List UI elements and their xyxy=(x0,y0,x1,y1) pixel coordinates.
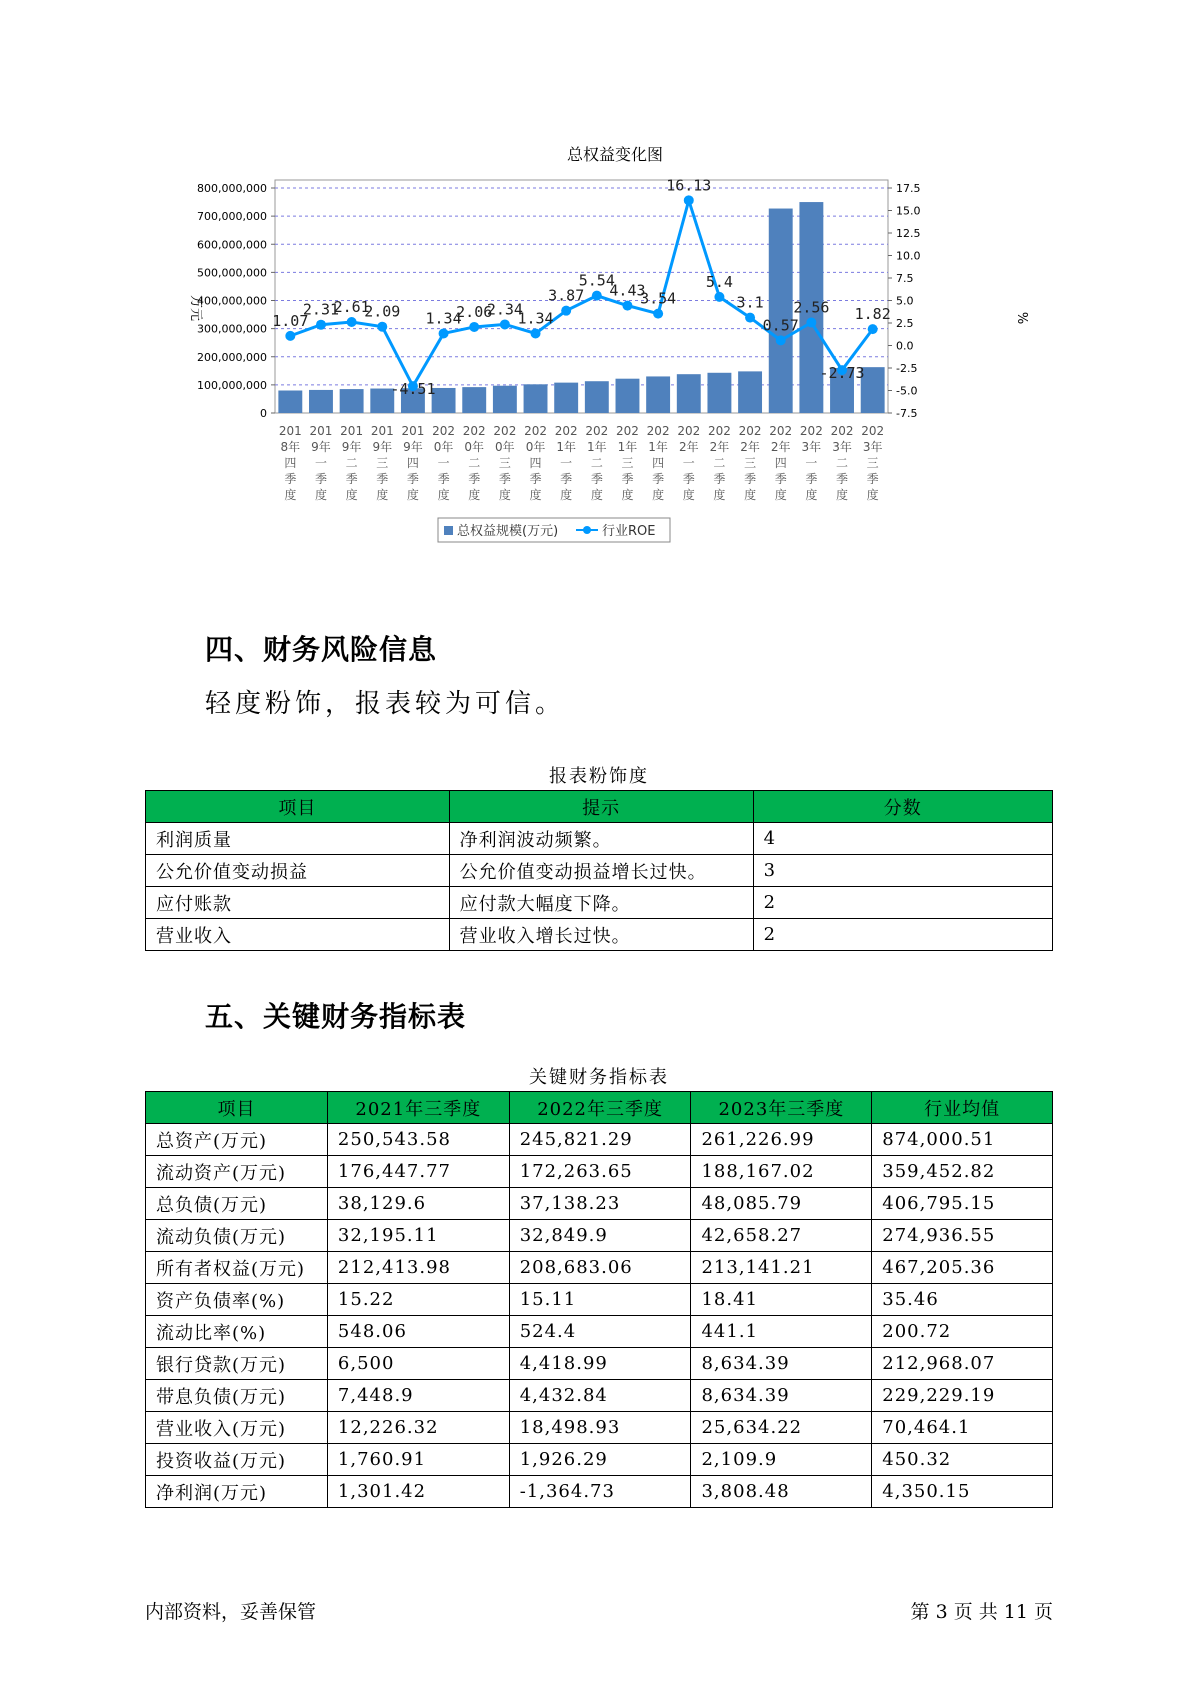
kpi-cell: 176,447.77 xyxy=(327,1156,509,1188)
x-tick-label: 202 1年一季度 xyxy=(554,424,578,502)
risk-cell: 3 xyxy=(753,855,1052,887)
roe-data-label: 2.09 xyxy=(364,302,401,321)
risk-cell: 应付款大幅度下降。 xyxy=(449,887,753,919)
section4-heading: 四、财务风险信息 xyxy=(205,633,438,666)
x-tick-label: 201 9年三季度 xyxy=(370,424,394,502)
x-tick-label: 202 1年四季度 xyxy=(646,424,670,502)
x-tick-label: 202 3年一季度 xyxy=(799,424,823,502)
y-tick-label: 100,000,000 xyxy=(197,378,267,392)
kpi-cell: 32,195.11 xyxy=(327,1220,509,1252)
y2-tick-label: 0.0 xyxy=(896,339,914,353)
kpi-cell: 37,138.23 xyxy=(509,1188,691,1220)
kpi-table-row xyxy=(146,1124,1053,1156)
kpi-table-row xyxy=(146,1412,1053,1444)
kpi-cell: 8,634.39 xyxy=(691,1380,872,1412)
kpi-cell: 投资收益(万元) xyxy=(146,1444,328,1476)
kpi-table-caption: 关键财务指标表 xyxy=(529,1067,669,1088)
kpi-cell: 359,452.82 xyxy=(872,1156,1053,1188)
kpi-cell: 208,683.06 xyxy=(509,1252,691,1284)
kpi-cell: 3,808.48 xyxy=(691,1476,872,1508)
risk-table-row xyxy=(146,855,1053,887)
kpi-cell: 261,226.99 xyxy=(691,1124,872,1156)
legend-bar-label: 总权益规模(万元) xyxy=(457,524,559,539)
x-tick-label: 202 1年三季度 xyxy=(616,424,639,502)
kpi-cell: 172,263.65 xyxy=(509,1156,691,1188)
bar xyxy=(738,371,762,413)
roe-point xyxy=(285,331,295,341)
bar xyxy=(585,381,609,413)
roe-data-label: 5.4 xyxy=(705,272,733,291)
kpi-cell: 48,085.79 xyxy=(691,1188,872,1220)
y-tick-label: 400,000,000 xyxy=(197,294,267,308)
kpi-cell: 流动比率(%) xyxy=(146,1316,328,1348)
roe-data-label: 0.57 xyxy=(762,316,799,335)
x-tick-label: 202 2年三季度 xyxy=(738,424,762,502)
roe-data-label: 2.31 xyxy=(302,300,340,319)
risk-summary: 轻度粉饰，报表较为可信。 xyxy=(205,689,566,719)
kpi-cell: 274,936.55 xyxy=(872,1220,1053,1252)
kpi-cell: 212,968.07 xyxy=(872,1348,1053,1380)
roe-data-label: 2.06 xyxy=(456,302,493,321)
legend-line-marker xyxy=(583,526,591,534)
kpi-header-industry-avg: 行业均值 xyxy=(872,1092,1053,1124)
kpi-cell: 7,448.9 xyxy=(327,1380,509,1412)
kpi-cell: 总负债(万元) xyxy=(146,1188,328,1220)
kpi-cell: 1,926.29 xyxy=(509,1444,691,1476)
roe-point xyxy=(439,328,449,338)
x-tick-label: 202 2年一季度 xyxy=(677,424,701,502)
roe-data-label: 4.43 xyxy=(609,281,646,300)
roe-data-label: 2.34 xyxy=(486,300,523,319)
y-tick-label: 500,000,000 xyxy=(197,266,267,280)
risk-table xyxy=(145,790,1053,951)
y2-tick-label: 5.0 xyxy=(896,294,914,308)
kpi-cell: 1,301.42 xyxy=(327,1476,509,1508)
roe-point xyxy=(684,195,694,205)
kpi-cell: 467,205.36 xyxy=(872,1252,1053,1284)
roe-point xyxy=(316,320,326,330)
x-tick-label: 202 0年一季度 xyxy=(432,424,456,502)
roe-data-label: 5.54 xyxy=(578,271,615,290)
kpi-cell: 200.72 xyxy=(872,1316,1053,1348)
x-tick-label: 202 3年二季度 xyxy=(830,424,854,502)
kpi-cell: 32,849.9 xyxy=(509,1220,691,1252)
section5-heading: 五、关键财务指标表 xyxy=(205,1000,467,1033)
y-tick-label: 300,000,000 xyxy=(197,322,267,336)
kpi-table-row xyxy=(146,1156,1053,1188)
kpi-header-2022q3: 2022年三季度 xyxy=(509,1092,691,1124)
risk-cell: 营业收入 xyxy=(146,919,450,951)
risk-cell: 营业收入增长过快。 xyxy=(449,919,753,951)
chart-legend xyxy=(438,518,670,542)
roe-data-label: -4.51 xyxy=(390,380,436,399)
x-tick-label: 202 0年四季度 xyxy=(524,424,547,502)
kpi-header-2023q3: 2023年三季度 xyxy=(691,1092,872,1124)
kpi-cell: 229,229.19 xyxy=(872,1380,1053,1412)
risk-cell: 公允价值变动损益增长过快。 xyxy=(449,855,753,887)
kpi-cell: 213,141.21 xyxy=(691,1252,872,1284)
kpi-cell: 营业收入(万元) xyxy=(146,1412,328,1444)
kpi-cell: 所有者权益(万元) xyxy=(146,1252,328,1284)
x-tick-label: 201 9年二季度 xyxy=(340,424,364,502)
y-tick-label: 800,000,000 xyxy=(197,182,267,195)
kpi-table-row xyxy=(146,1220,1053,1252)
roe-data-label: 3.1 xyxy=(736,293,764,312)
kpi-cell: 2,109.9 xyxy=(691,1444,872,1476)
risk-cell: 公允价值变动损益 xyxy=(146,855,450,887)
kpi-table-row xyxy=(146,1380,1053,1412)
x-tick-label: 202 1年二季度 xyxy=(585,424,609,502)
kpi-header-item: 项目 xyxy=(146,1092,328,1124)
roe-data-label: 2.56 xyxy=(793,298,830,317)
roe-point xyxy=(500,319,510,329)
roe-data-label: 2.61 xyxy=(333,298,370,317)
x-tick-label: 202 0年三季度 xyxy=(493,424,517,502)
roe-data-label: 1.07 xyxy=(272,311,309,330)
kpi-cell: 874,000.51 xyxy=(872,1124,1053,1156)
footer-page-number: 第 3 页 共 11 页 xyxy=(910,1601,1053,1623)
kpi-table-row xyxy=(146,1284,1053,1316)
y2-tick-label: 12.5 xyxy=(896,227,921,240)
kpi-cell: 245,821.29 xyxy=(509,1124,691,1156)
y-tick-label: 700,000,000 xyxy=(197,210,267,224)
risk-header-score: 分数 xyxy=(753,791,1052,823)
kpi-cell: 12,226.32 xyxy=(327,1412,509,1444)
kpi-cell: 18.41 xyxy=(691,1284,872,1316)
bar xyxy=(646,376,670,413)
risk-table-header xyxy=(146,791,1053,823)
kpi-table-row xyxy=(146,1252,1053,1284)
kpi-cell: 银行贷款(万元) xyxy=(146,1348,328,1380)
y2-axis-label: % xyxy=(1014,311,1029,325)
roe-point xyxy=(531,328,541,338)
y2-tick-label: -5.0 xyxy=(896,384,918,398)
kpi-cell: 8,634.39 xyxy=(691,1348,872,1380)
kpi-cell: 212,413.98 xyxy=(327,1252,509,1284)
kpi-cell: 总资产(万元) xyxy=(146,1124,328,1156)
x-tick-label: 201 9年一季度 xyxy=(309,424,333,502)
y-tick-label: 600,000,000 xyxy=(197,238,267,252)
y2-tick-label: 2.5 xyxy=(896,317,914,330)
equity-change-chart xyxy=(170,140,1050,600)
bar xyxy=(278,391,302,414)
risk-cell: 净利润波动频繁。 xyxy=(449,823,753,855)
bar xyxy=(340,389,364,413)
kpi-cell: 450.32 xyxy=(872,1444,1053,1476)
bar xyxy=(309,390,333,413)
kpi-cell: 流动资产(万元) xyxy=(146,1156,328,1188)
chart-title: 总权益变化图 xyxy=(566,145,664,164)
roe-point xyxy=(714,292,724,302)
roe-point xyxy=(622,301,632,311)
kpi-cell: 4,350.15 xyxy=(872,1476,1053,1508)
roe-data-label: 3.87 xyxy=(548,286,585,305)
roe-point xyxy=(561,306,571,316)
kpi-cell: 15.22 xyxy=(327,1284,509,1316)
kpi-cell: 524.4 xyxy=(509,1316,691,1348)
risk-cell: 2 xyxy=(753,919,1052,951)
kpi-table-row xyxy=(146,1348,1053,1380)
kpi-cell: -1,364.73 xyxy=(509,1476,691,1508)
bar xyxy=(524,384,548,413)
roe-data-label: 1.34 xyxy=(517,309,554,328)
kpi-cell: 441.1 xyxy=(691,1316,872,1348)
kpi-cell: 35.46 xyxy=(872,1284,1053,1316)
kpi-cell: 250,543.58 xyxy=(327,1124,509,1156)
kpi-table xyxy=(145,1091,1053,1508)
roe-point xyxy=(868,324,878,334)
kpi-cell: 6,500 xyxy=(327,1348,509,1380)
roe-point xyxy=(745,313,755,323)
kpi-cell: 18,498.93 xyxy=(509,1412,691,1444)
x-tick-label: 202 3年三季度 xyxy=(861,424,885,502)
risk-table-caption: 报表粉饰度 xyxy=(549,766,649,787)
roe-point xyxy=(377,322,387,332)
risk-cell: 4 xyxy=(753,823,1052,855)
kpi-cell: 406,795.15 xyxy=(872,1188,1053,1220)
x-tick-label: 201 8年四季度 xyxy=(278,424,302,502)
x-tick-label: 202 2年四季度 xyxy=(769,424,793,502)
kpi-cell: 70,464.1 xyxy=(872,1412,1053,1444)
bar xyxy=(554,383,578,413)
kpi-cell: 188,167.02 xyxy=(691,1156,872,1188)
roe-data-label: 3.54 xyxy=(640,289,677,308)
kpi-cell: 带息负债(万元) xyxy=(146,1380,328,1412)
kpi-cell: 25,634.22 xyxy=(691,1412,872,1444)
kpi-table-row xyxy=(146,1476,1053,1508)
roe-point xyxy=(653,309,663,319)
roe-data-label: -2.73 xyxy=(819,364,865,383)
kpi-cell: 1,760.91 xyxy=(327,1444,509,1476)
bar xyxy=(707,373,731,413)
kpi-cell: 资产负债率(%) xyxy=(146,1284,328,1316)
roe-data-label: 16.13 xyxy=(666,176,712,195)
legend-line-label: 行业ROE xyxy=(602,524,656,539)
bar xyxy=(616,379,640,413)
kpi-table-row xyxy=(146,1444,1053,1476)
kpi-cell: 15.11 xyxy=(509,1284,691,1316)
y2-tick-label: 17.5 xyxy=(896,182,921,195)
x-tick-label: 201 9年四季度 xyxy=(401,424,425,502)
kpi-cell: 548.06 xyxy=(327,1316,509,1348)
x-tick-label: 202 2年二季度 xyxy=(707,424,731,502)
roe-point xyxy=(806,317,816,327)
kpi-cell: 净利润(万元) xyxy=(146,1476,328,1508)
y-tick-label: 200,000,000 xyxy=(197,350,267,364)
risk-header-hint: 提示 xyxy=(449,791,753,823)
bar xyxy=(769,209,793,413)
bar xyxy=(493,386,517,413)
risk-table-row xyxy=(146,919,1053,951)
bar xyxy=(462,387,486,413)
y2-tick-label: -2.5 xyxy=(896,362,918,375)
y2-tick-label: 7.5 xyxy=(896,272,914,285)
y2-tick-label: -7.5 xyxy=(896,407,918,420)
y2-tick-label: 10.0 xyxy=(896,249,921,263)
risk-table-row xyxy=(146,823,1053,855)
kpi-header-2021q3: 2021年三季度 xyxy=(327,1092,509,1124)
y-axis-label: 万元 xyxy=(188,294,203,322)
kpi-table-row xyxy=(146,1188,1053,1220)
line-series xyxy=(272,176,890,398)
risk-header-item: 项目 xyxy=(146,791,450,823)
roe-point xyxy=(347,317,357,327)
roe-point xyxy=(776,335,786,345)
risk-cell: 应付账款 xyxy=(146,887,450,919)
roe-data-label: 1.34 xyxy=(425,309,462,328)
kpi-cell: 38,129.6 xyxy=(327,1188,509,1220)
kpi-table-row xyxy=(146,1316,1053,1348)
bar xyxy=(677,374,701,413)
y-tick-label: 0 xyxy=(260,407,267,420)
roe-point xyxy=(469,322,479,332)
roe-data-label: 1.82 xyxy=(854,305,891,324)
footer-confidential: 内部资料，妥善保管 xyxy=(145,1601,317,1623)
kpi-cell: 4,418.99 xyxy=(509,1348,691,1380)
kpi-table-header xyxy=(146,1092,1053,1124)
legend-bar-swatch xyxy=(444,526,453,535)
roe-point xyxy=(592,291,602,301)
risk-table-row xyxy=(146,887,1053,919)
risk-cell: 利润质量 xyxy=(146,823,450,855)
kpi-cell: 流动负债(万元) xyxy=(146,1220,328,1252)
kpi-cell: 4,432.84 xyxy=(509,1380,691,1412)
kpi-cell: 42,658.27 xyxy=(691,1220,872,1252)
y2-tick-label: 15.0 xyxy=(896,204,921,218)
risk-cell: 2 xyxy=(753,887,1052,919)
x-tick-label: 202 0年二季度 xyxy=(462,424,486,502)
